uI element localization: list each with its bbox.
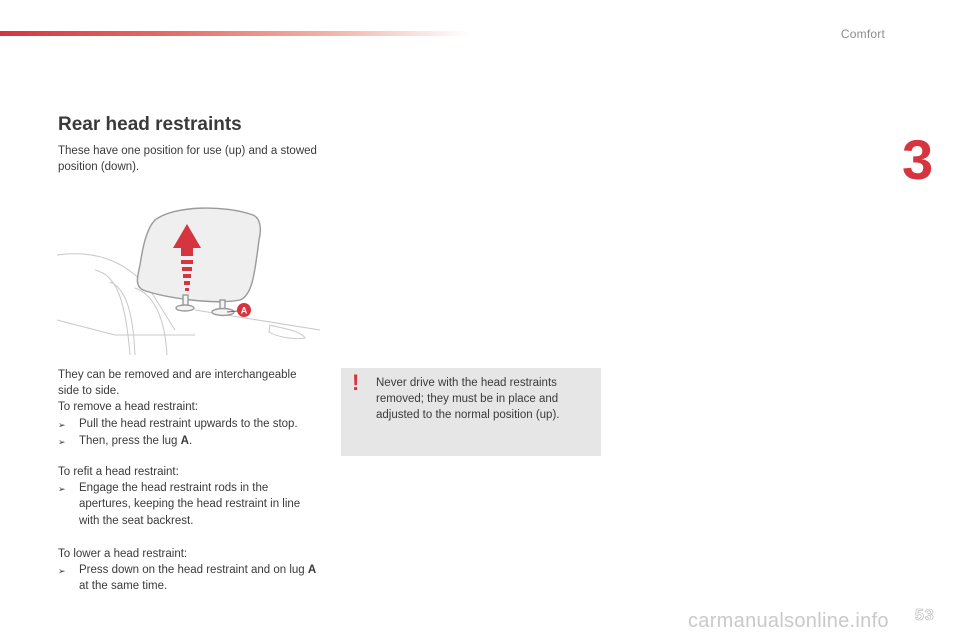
intro-paragraph: These have one position for use (up) and a stowed position (down). <box>58 145 317 174</box>
section-title: Comfort <box>840 27 885 41</box>
removal-line-2: To remove a head restraint: <box>58 401 198 414</box>
removal-bullet-1: ➢ Pull the head restraint upwards to the stop. <box>58 416 320 433</box>
bullet-marker: ➢ <box>58 419 66 430</box>
head-restraint-illustration <box>55 200 325 360</box>
lower-bullet-1: ➢ Press down on the head restraint and on lug A at the same time. <box>58 562 320 594</box>
bullet-marker: ➢ <box>58 484 66 495</box>
removal-bullet-2: ➢ Then, press the lug A. <box>58 433 320 450</box>
callout-a-label: A <box>240 305 248 316</box>
bullet-marker: ➢ <box>58 566 66 577</box>
refit-bullet-1: ➢ Engage the head restraint rods in the apertures, keeping the head restraint in line with the seat backrest. <box>58 480 320 529</box>
lower-heading: To lower a head restraint: <box>58 548 188 560</box>
refit-section <box>58 464 320 529</box>
warning-icon: ! <box>352 370 360 395</box>
removal-section <box>58 367 320 450</box>
lug-label: A <box>307 564 317 577</box>
page-title: Rear head restraints <box>58 114 242 135</box>
header-accent-bar <box>0 31 470 36</box>
bullet-marker: ➢ <box>58 436 66 447</box>
refit-heading: To refit a head restraint: <box>58 466 179 478</box>
watermark: carmanualsonline.info <box>688 610 889 632</box>
head-restraint-cushion <box>137 208 260 302</box>
chapter-number: 3 <box>902 128 934 191</box>
lower-section <box>58 546 320 595</box>
removal-line-1: They can be removed and are interchangeable side to side. <box>58 369 297 398</box>
page-number: 53 <box>915 607 935 624</box>
warning-note <box>341 368 601 456</box>
warning-text: Never drive with the head restraints removed; they must be in place and adjusted to the normal position (up). <box>376 377 560 422</box>
lug-label: A <box>180 434 189 447</box>
